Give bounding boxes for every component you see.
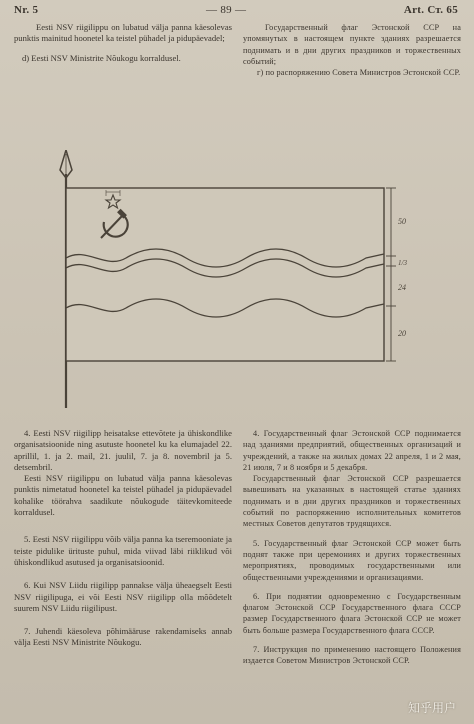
dimension-label: 1/3 — [398, 259, 407, 267]
flag-illustration — [46, 150, 436, 410]
bottom-left-column — [14, 428, 232, 649]
top-right-column — [243, 22, 461, 78]
flag-drawing — [46, 150, 436, 410]
paragraph: 5. Eesti NSV riigilippu võib välja panna ka tseremooniate ja teiste pidulike ürituste puhul, mida viivad läbi riiklikud või ühiskondlikud asutused ja organisatsioonid. — [14, 534, 232, 567]
dimension-marks — [386, 188, 407, 361]
bottom-right-column — [243, 428, 461, 667]
dimension-label: 24 — [398, 283, 406, 292]
paragraph: 4. Государственный флаг Эстонской ССР поднимается над зданиями предприятий, общественных организаций и учреждений, а также на жилых домах 22 апреля, 1 и 2 мая, 21 июля, 7 и 8 ноября и 5 декабря. — [243, 429, 461, 472]
paragraph: 7. Juhendi käesoleva põhimääruse rakendamiseks annab välja Eesti NSV Ministrite Nõukogu. — [14, 626, 232, 648]
dimension-label: 50 — [398, 217, 406, 226]
issue-number: Nr. 5 — [14, 4, 39, 16]
paragraph: 6. Kui NSV Liidu riigilipp pannakse välja üheaegselt Eesti NSV riigilipuga, ei või Eesti NSV riigilipp olla mõõdetelt suurem NSV Liidu riigilipust. — [14, 580, 232, 613]
paragraph: 5. Государственный флаг Эстонской ССР может быть поднят также при церемониях и других торжественных мероприятиях, проводимых государственными или общественными учреждениями и организациями. — [243, 538, 461, 582]
top-left-column — [14, 22, 232, 64]
flag-cloth — [66, 188, 384, 361]
dimension-label: 20 — [398, 329, 406, 338]
paragraph: Государственный флаг Эстонской ССР на упомянутых в настоящем пункте зданиях разрешается поднимать и в дни других праздников и торжественных событий; — [243, 23, 461, 66]
paragraph: г) по распоряжению Совета Министров Эстонской ССР. — [257, 68, 461, 78]
article-number: Art. Ст. 65 — [403, 4, 458, 16]
paragraph: d) Eesti NSV Ministrite Nõukogu korraldusel. — [22, 52, 181, 63]
paragraph: Государственный флаг Эстонской ССР разрешается вывешивать на указанных в настоящей статье зданиях поднимать и в дни других праздников и торжественных событий по распоряжению исполнительных комитетов местных Советов депутатов трудящихся. — [243, 474, 461, 529]
paragraph: Eesti NSV riigilippu on lubatud välja panna käesolevas punktis mainitud hoonetel ka teistel pühadel ja pidupäevadel; — [14, 22, 232, 44]
watermark: 知乎用户 — [407, 701, 456, 715]
paragraph: 6. При поднятии одновременно с Государственным флагом Эстонской ССР Государственного флага СССР размер Государственного флага Эстонской ССР не может быть больше размера Государственного флага СССР. — [243, 591, 461, 635]
paragraph: 4. Eesti NSV riigilipp heisatakse ettevõtete ja ühiskondlike organisatsioonide ning asutuste hoonetel ku ka elumajadel 22. aprillil, 1. ja 2. mail, 21. juulil, 7. ja 8. novembril ja 5. detsembril. — [14, 428, 232, 472]
paragraph: Eesti NSV riigilippu on lubatud välja panna käesolevas punktis nimetatud hoonetel ka teistel pühadel ja pidupäevadel kohalike töörahva saadikute nõukogude täitevkomiteede korraldusel. — [14, 473, 232, 518]
paragraph: 7. Инструкция по применению настоящего Положения издается Советом Министров Эстонской ССР. — [243, 645, 461, 666]
page-number: — 89 — — [206, 4, 247, 16]
